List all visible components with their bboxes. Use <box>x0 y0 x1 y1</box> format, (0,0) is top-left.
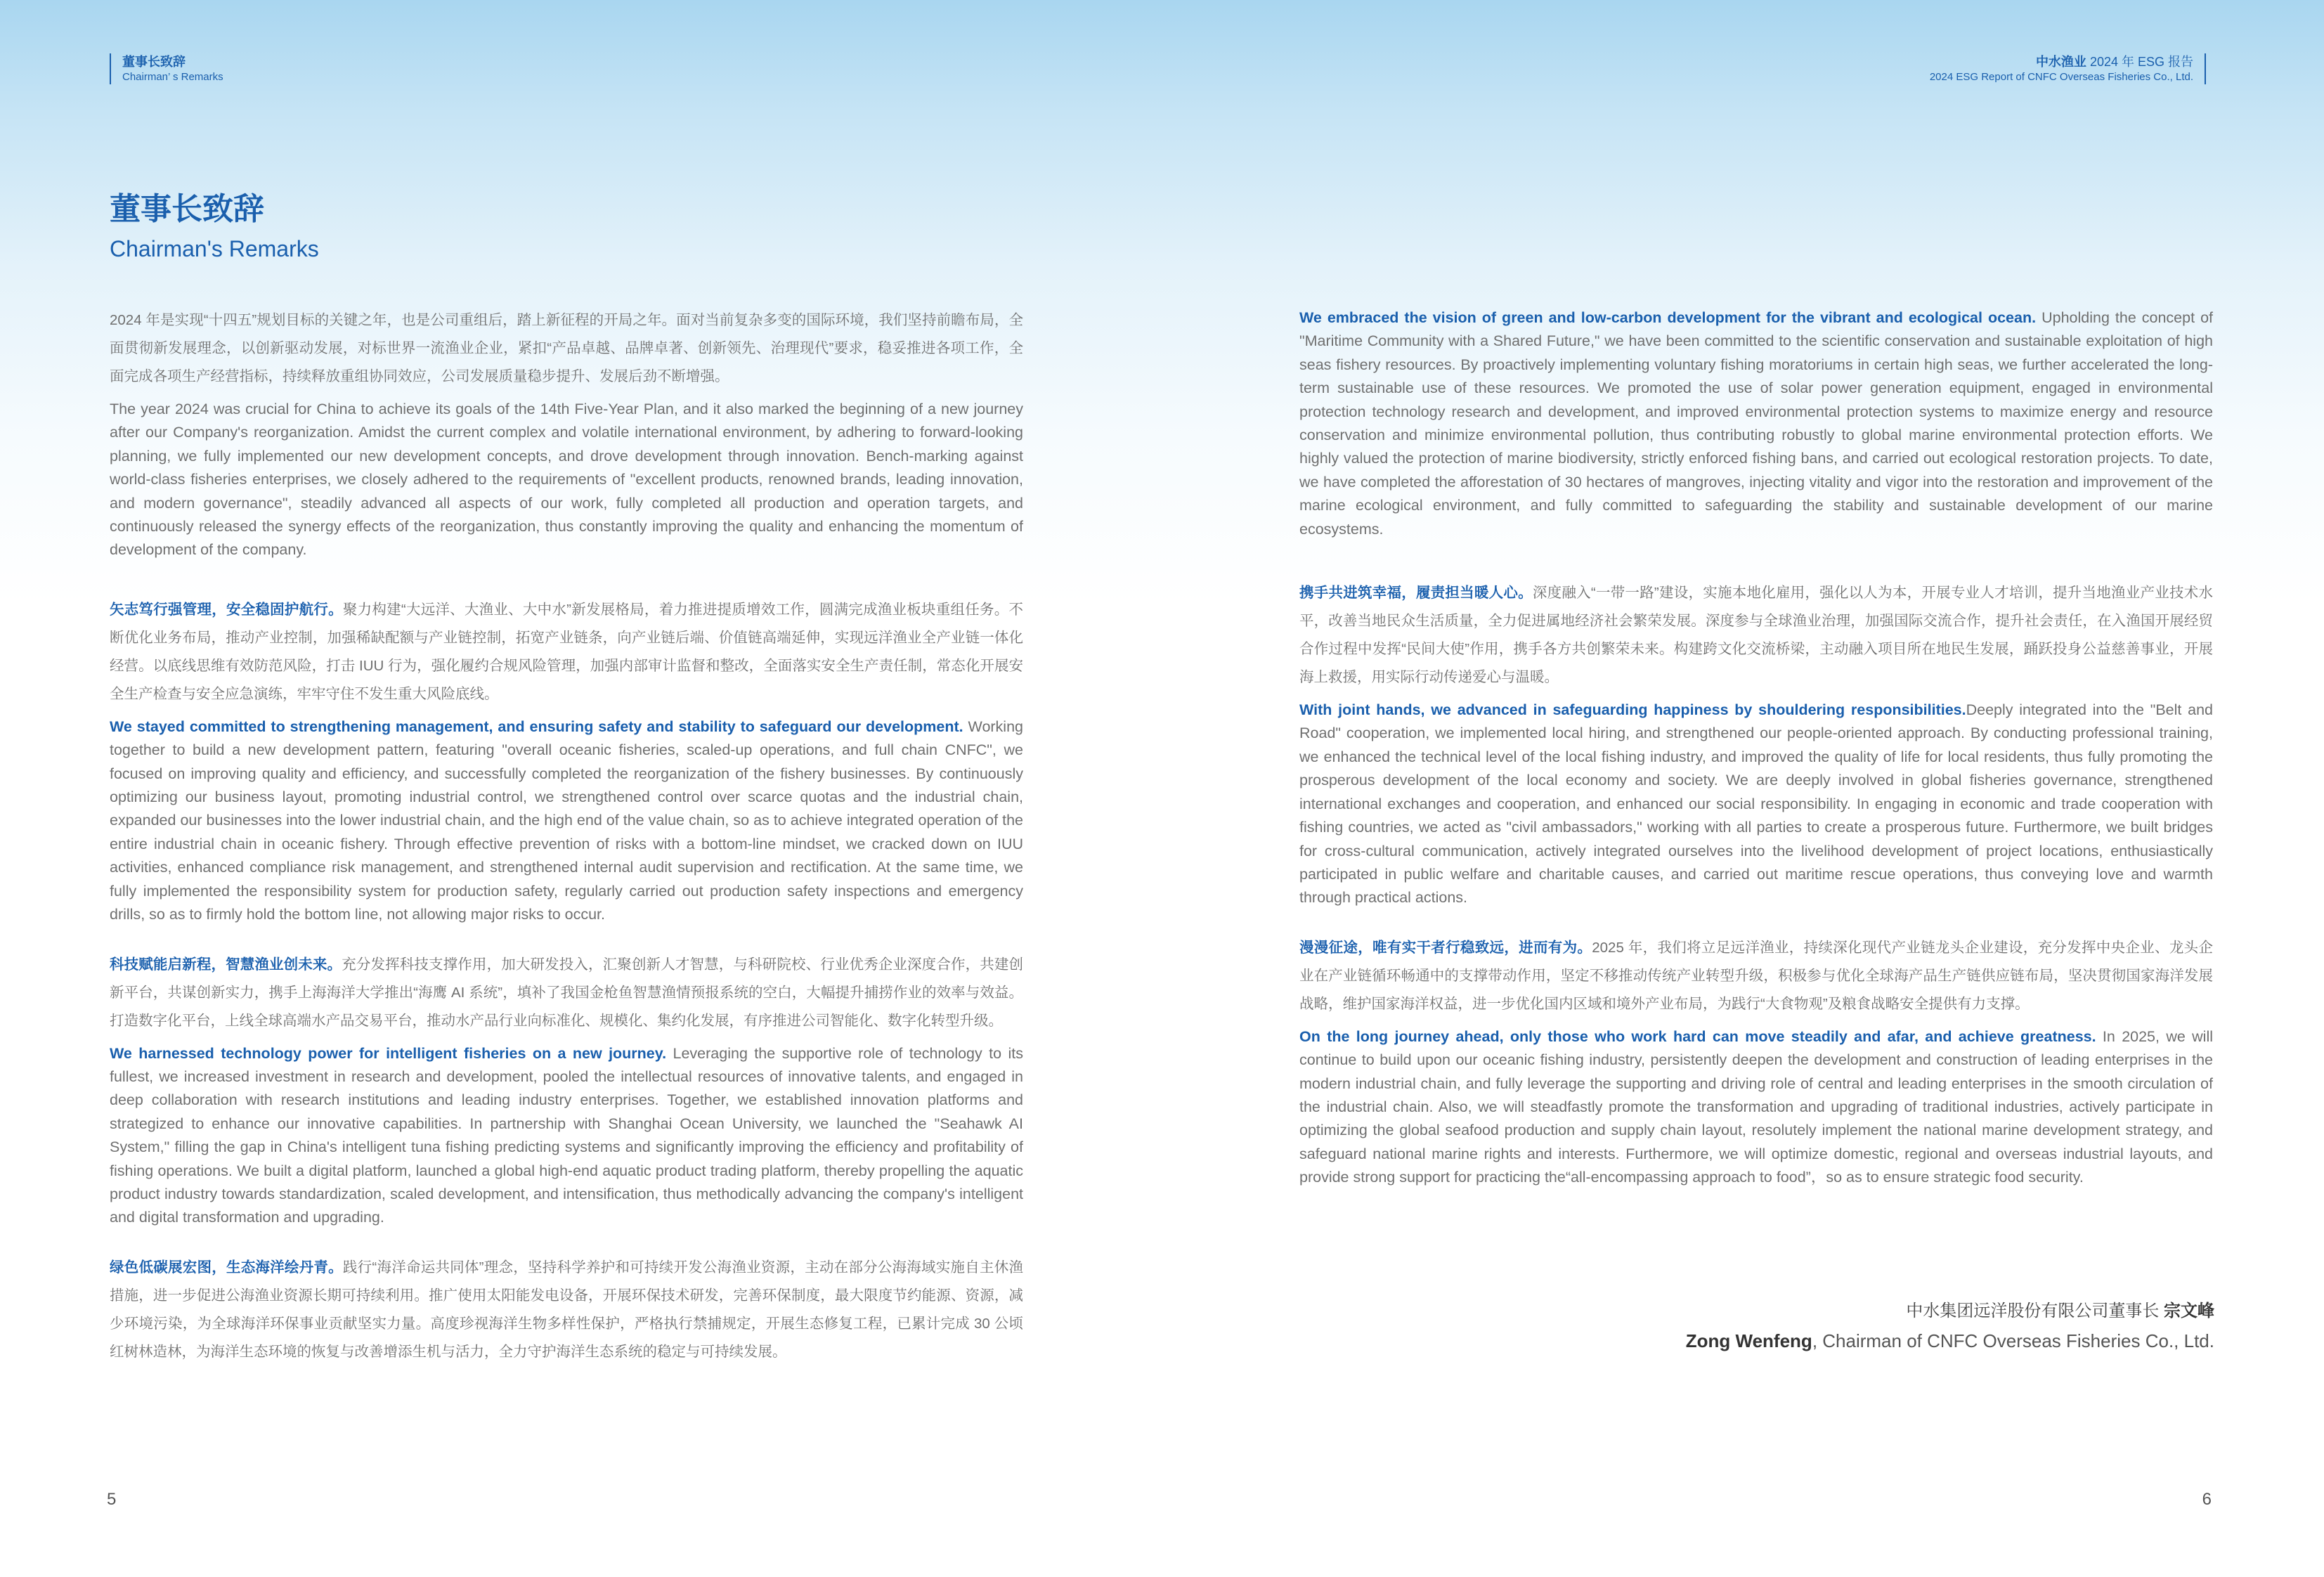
section-body: Upholding the concept of "Maritime Community with a Shared Future," we have been committed to the scientific conservation and sustainable exploitation of high seas fishery resources. By proactively implementing voluntary fishing moratoriums in certain high seas, we further accelerated the long-term sustainable use of these resources. We promoted the use of solar power generation equipment, engaged in environmental protection technology research and development, and improved environmental protection systems to maximize energy and resource conservation and minimize environmental pollution, thus contributing robustly to global marine environmental protection efforts. We highly valued the protection of marine biodiversity, strictly enforced fishing bans, and carried out ecological restoration projects. To date, we have completed the afforestation of 30 hectares of mangroves, injecting vitality and vigor into the restoration and improvement of the marine ecological environment, and fully committed to safeguarding the stability and sustainable development of our marine ecosystems. <box>1299 309 2213 538</box>
header-section-en: Chairman’ s Remarks <box>122 71 223 83</box>
page-title-en: Chairman's Remarks <box>110 236 319 261</box>
section-heading: 科技赋能启新程，智慧渔业创未来。 <box>110 956 342 973</box>
signature-cn <box>1686 1297 2214 1325</box>
section-responsibility-cn <box>1299 579 2213 692</box>
section-outlook-en <box>1299 1025 2213 1190</box>
signature-name-en: Zong Wenfeng <box>1685 1330 1812 1351</box>
section-heading: 矢志笃行强管理，安全稳固护航行。 <box>110 601 343 618</box>
page-number-right: 6 <box>2202 1490 2212 1509</box>
section-heading: 携手共进筑幸福，履责担当暖人心。 <box>1299 585 1533 602</box>
section-heading: We embraced the vision of green and low-carbon development for the vibrant and ecological ocean. <box>1299 309 2037 326</box>
section-management-en <box>110 715 1023 927</box>
header-report-en: 2024 ESG Report of CNFC Overseas Fisheries Co., Ltd. <box>1929 71 2193 83</box>
section-body: 深度融入“一带一路”建设，实施本地化雇用，强化以人为本，开展专业人才培训，提升当地渔业产业技术水平，改善当地民众生活质量，全力促进属地经济社会繁荣发展。深度参与全球渔业治理，加强国际交流合作，提升社会责任，在入渔国开展经贸合作过程中发挥“民间大使”作用，携手各方共创繁荣未来。构建跨文化交流桥梁，主动融入项目所在地民生发展，踊跃投身公益慈善事业，开展海上救援，用实际行动传递爱心与温暖。 <box>1299 585 2214 686</box>
section-body: Leveraging the supportive role of technology to its fullest, we increased investment in research and development, pooled the intellectual resources of innovative talents, and engaged in deep collaboration with research institutions and leading industry enterprises. Together, we established innovation platforms and strategized to enhance our innovative capabilities. In partnership with Shanghai Ocean University, we launched the "Seahawk AI System," filling the gap in China's intelligent tuna fishing predicting systems and significantly improving the efficiency and profitability of fishing operations. We built a digital platform, launched a global high-end aquatic product trading platform, thereby propelling the aquatic product industry towards standardization, scaled development, and intensification, thus methodically advancing the company's intelligent and digital transformation and upgrading. <box>110 1044 1023 1226</box>
header-report-cn <box>1930 53 2193 70</box>
section-body: Working together to build a new development pattern, featuring "overall oceanic fisheries, scaled-up operations, and full chain CNFC", we focused on improving quality and efficiency, and successfully completed the reorganization of the fishery businesses. By continuously optimizing our business layout, promoting industrial control, we strengthened control over scarce quotas and the industrial chain, expanded our businesses into the lower industrial chain, and the high end of the value chain, so as to achieve integrated operation of the entire industrial chain in oceanic fishery. Through effective prevention of risks with a bottom-line mindset, we cracked down on IUU activities, enhanced compliance risk management, and strengthened internal audit supervision and rectification. At the same time, we fully implemented the responsibility system for production safety, regularly carried out production safety inspections and emergency drills, so as to firmly hold the bottom line, not allowing major risks to occur. <box>110 718 1024 923</box>
section-body: 践行“海洋命运共同体”理念，坚持科学养护和可持续开发公海渔业资源，主动在部分公海海域实施自主休渔措施，进一步促进公海渔业资源长期可持续利用。推广使用太阳能发电设备，开展环保技术研发，完善环保制度，最大限度节约能源、资源，减少环境污染，为全球海洋环保事业贡献坚实力量。高度珍视海洋生物多样性保护，严格执行禁捕规定，开展生态修复工程，已累计完成 30 公顷红树林造林，为海洋生态环境的恢复与改善增添生机与活力，全力守护海洋生态系统的稳定与可持续发展。 <box>110 1259 1024 1360</box>
section-body: 充分发挥科技支撑作用，加大研发投入，汇聚创新人才智慧，与科研院校、行业优秀企业深度合作，共建创新平台，共谋创新实力，携手上海海洋大学推出“海鹰 AI 系统”，填补了我国金枪鱼智慧渔情预报系统的空白，大幅提升捕捞作业的效率与效益。打造数字化平台，上线全球高端水产品交易平台，推动水产品行业向标准化、规模化、集约化发展，有序推进公司智能化、数字化转型升级。 <box>110 956 1024 1029</box>
section-heading: On the long journey ahead, only those who work hard can move steadily and afar, and achieve greatness. <box>1299 1027 2096 1045</box>
signature-name-cn: 宗文峰 <box>2164 1302 2214 1320</box>
right-column <box>1299 306 2213 1190</box>
header-section-cn: 董事长致辞 <box>122 55 186 69</box>
section-body: Deeply integrated into the "Belt and Road" cooperation, we implemented local hiring, and strengthened our people-oriented approach. By conducting professional training, we enhanced the technical level of the local fishing industry, and improved the quality of life for local residents, thus fully promoting the prosperous development of the local economy and society. We are deeply involved in global fisheries governance, strengthened international exchanges and cooperation, and enhanced our social responsibility. In engaging in economic and trade cooperation with fishing countries, we acted as "civil ambassadors," working with all parties to create a prosperous future. Furthermore, we built bridges for cross-cultural communication, actively integrated ourselves into the livelihood development of project locations, enthusiastically participated in public welfare and charitable causes, and carried out maritime rescue operations, thus conveying love and warmth through practical actions. <box>1299 701 2213 907</box>
section-green-en <box>1299 306 2213 541</box>
section-green-cn <box>110 1254 1023 1366</box>
running-header-left <box>110 53 223 84</box>
section-body: 2025 年，我们将立足远洋渔业，持续深化现代产业链龙头企业建设，充分发挥中央企业、龙头企业在产业链循环畅通中的支撑带动作用，坚定不移推动传统产业转型升级，积极参与优化全球海产品生产链供应链布局，坚决贯彻国家海洋发展战略，维护国家海洋权益，进一步优化国内区域和境外产业布局，为践行“大食物观”及粮食战略安全提供有力支撑。 <box>1299 939 2213 1012</box>
page-title-cn: 董事长致辞 <box>110 192 264 226</box>
section-outlook-cn <box>1299 934 2213 1018</box>
section-heading: 绿色低碳展宏图，生态海洋绘丹青。 <box>110 1259 343 1276</box>
intro-paragraph-cn: 2024 年是实现“十四五”规划目标的关键之年，也是公司重组后，踏上新征程的开局之年。面对当前复杂多变的国际环境，我们坚持前瞻布局，全面贯彻新发展理念，以创新驱动发展，对标世界一流渔业企业，紧扣“产品卓越、品牌卓著、创新领先、治理现代”要求，稳妥推进各项工作，全面完成各项生产经营指标，持续释放重组协同效应，公司发展质量稳步提升、发展后劲不断增强。 <box>110 312 1023 384</box>
signature-block <box>1686 1297 2214 1356</box>
signature-title-en: , Chairman of CNFC Overseas Fisheries Co., Ltd. <box>1812 1330 2214 1351</box>
section-heading: With joint hands, we advanced in safeguarding happiness by shouldering responsibilities. <box>1299 701 1966 719</box>
header-brand: 中水渔业 <box>2035 55 2086 69</box>
section-technology-cn <box>110 951 1023 1035</box>
section-body: In 2025, we will continue to build upon our oceanic fishing industry, persistently deepen the development and construction of leading enterprises in the modern industrial chain, and fully leverage the supporting and driving role of central and leading enterprises in the smooth circulation of the industrial chain. Also, we will steadfastly promote the transformation and upgrading of traditional industries, actively participate in optimizing the global seafood production and supply chain layout, resolutely implement the national marine development strategy, and safeguard national marine rights and interests. Furthermore, we will optimize domestic, regional and overseas industrial layouts, and provide strong support for practicing the“all-encompassing approach to food”，so as to ensure strategic food security. <box>1299 1027 2213 1186</box>
page-number-left: 5 <box>107 1490 117 1509</box>
section-heading: We stayed committed to strengthening management, and ensuring safety and stability to safeguard our development. <box>110 718 963 735</box>
section-responsibility-en <box>1299 699 2213 910</box>
left-column <box>110 306 1023 1366</box>
running-header-right <box>1930 53 2206 84</box>
header-report-title: 2024 年 ESG 报告 <box>2086 55 2193 69</box>
section-heading: 漫漫征途，唯有实干者行稳致远，进而有为。 <box>1299 939 1592 956</box>
section-heading: We harnessed technology power for intelligent fisheries on a new journey. <box>110 1044 667 1062</box>
signature-title-cn: 中水集团远洋股份有限公司董事长 <box>1906 1302 2164 1320</box>
section-management-cn <box>110 596 1023 708</box>
signature-en <box>1686 1325 2214 1356</box>
intro-paragraph-en: The year 2024 was crucial for China to achieve its goals of the 14th Five-Year Plan, and it also marked the beginning of a new journey after our Company's reorganization. Amidst the current complex and volatile international environment, by adhering to forward-looking planning, we fully implemented our new development concepts, and drove development through innovation. Bench-marking against world-class fisheries enterprises, we closely adhered to the requirements of "excellent products, renowned brands, leading innovation, and modern governance", steadily advanced all aspects of our work, fully completed all production and operation targets, and continuously released the synergy effects of the reorganization, thus constantly improving the quality and enhancing the momentum of development of the company. <box>110 401 1023 559</box>
section-body: 聚力构建“大远洋、大渔业、大中水”新发展格局，着力推进提质增效工作，圆满完成渔业板块重组任务。不断优化业务布局，推动产业控制，加强稀缺配额与产业链控制，拓宽产业链条，向产业链后端、价值链高端延伸，实现远洋渔业全产业链一体化经营。以底线思维有效防范风险，打击 IUU 行为，强化履约合规风险管理，加强内部审计监督和整改，全面落实安全生产责任制，常态化开展安全生产检查与安全应急演练，牢牢守住不发生重大风险底线。 <box>110 601 1024 702</box>
section-technology-en <box>110 1042 1023 1230</box>
